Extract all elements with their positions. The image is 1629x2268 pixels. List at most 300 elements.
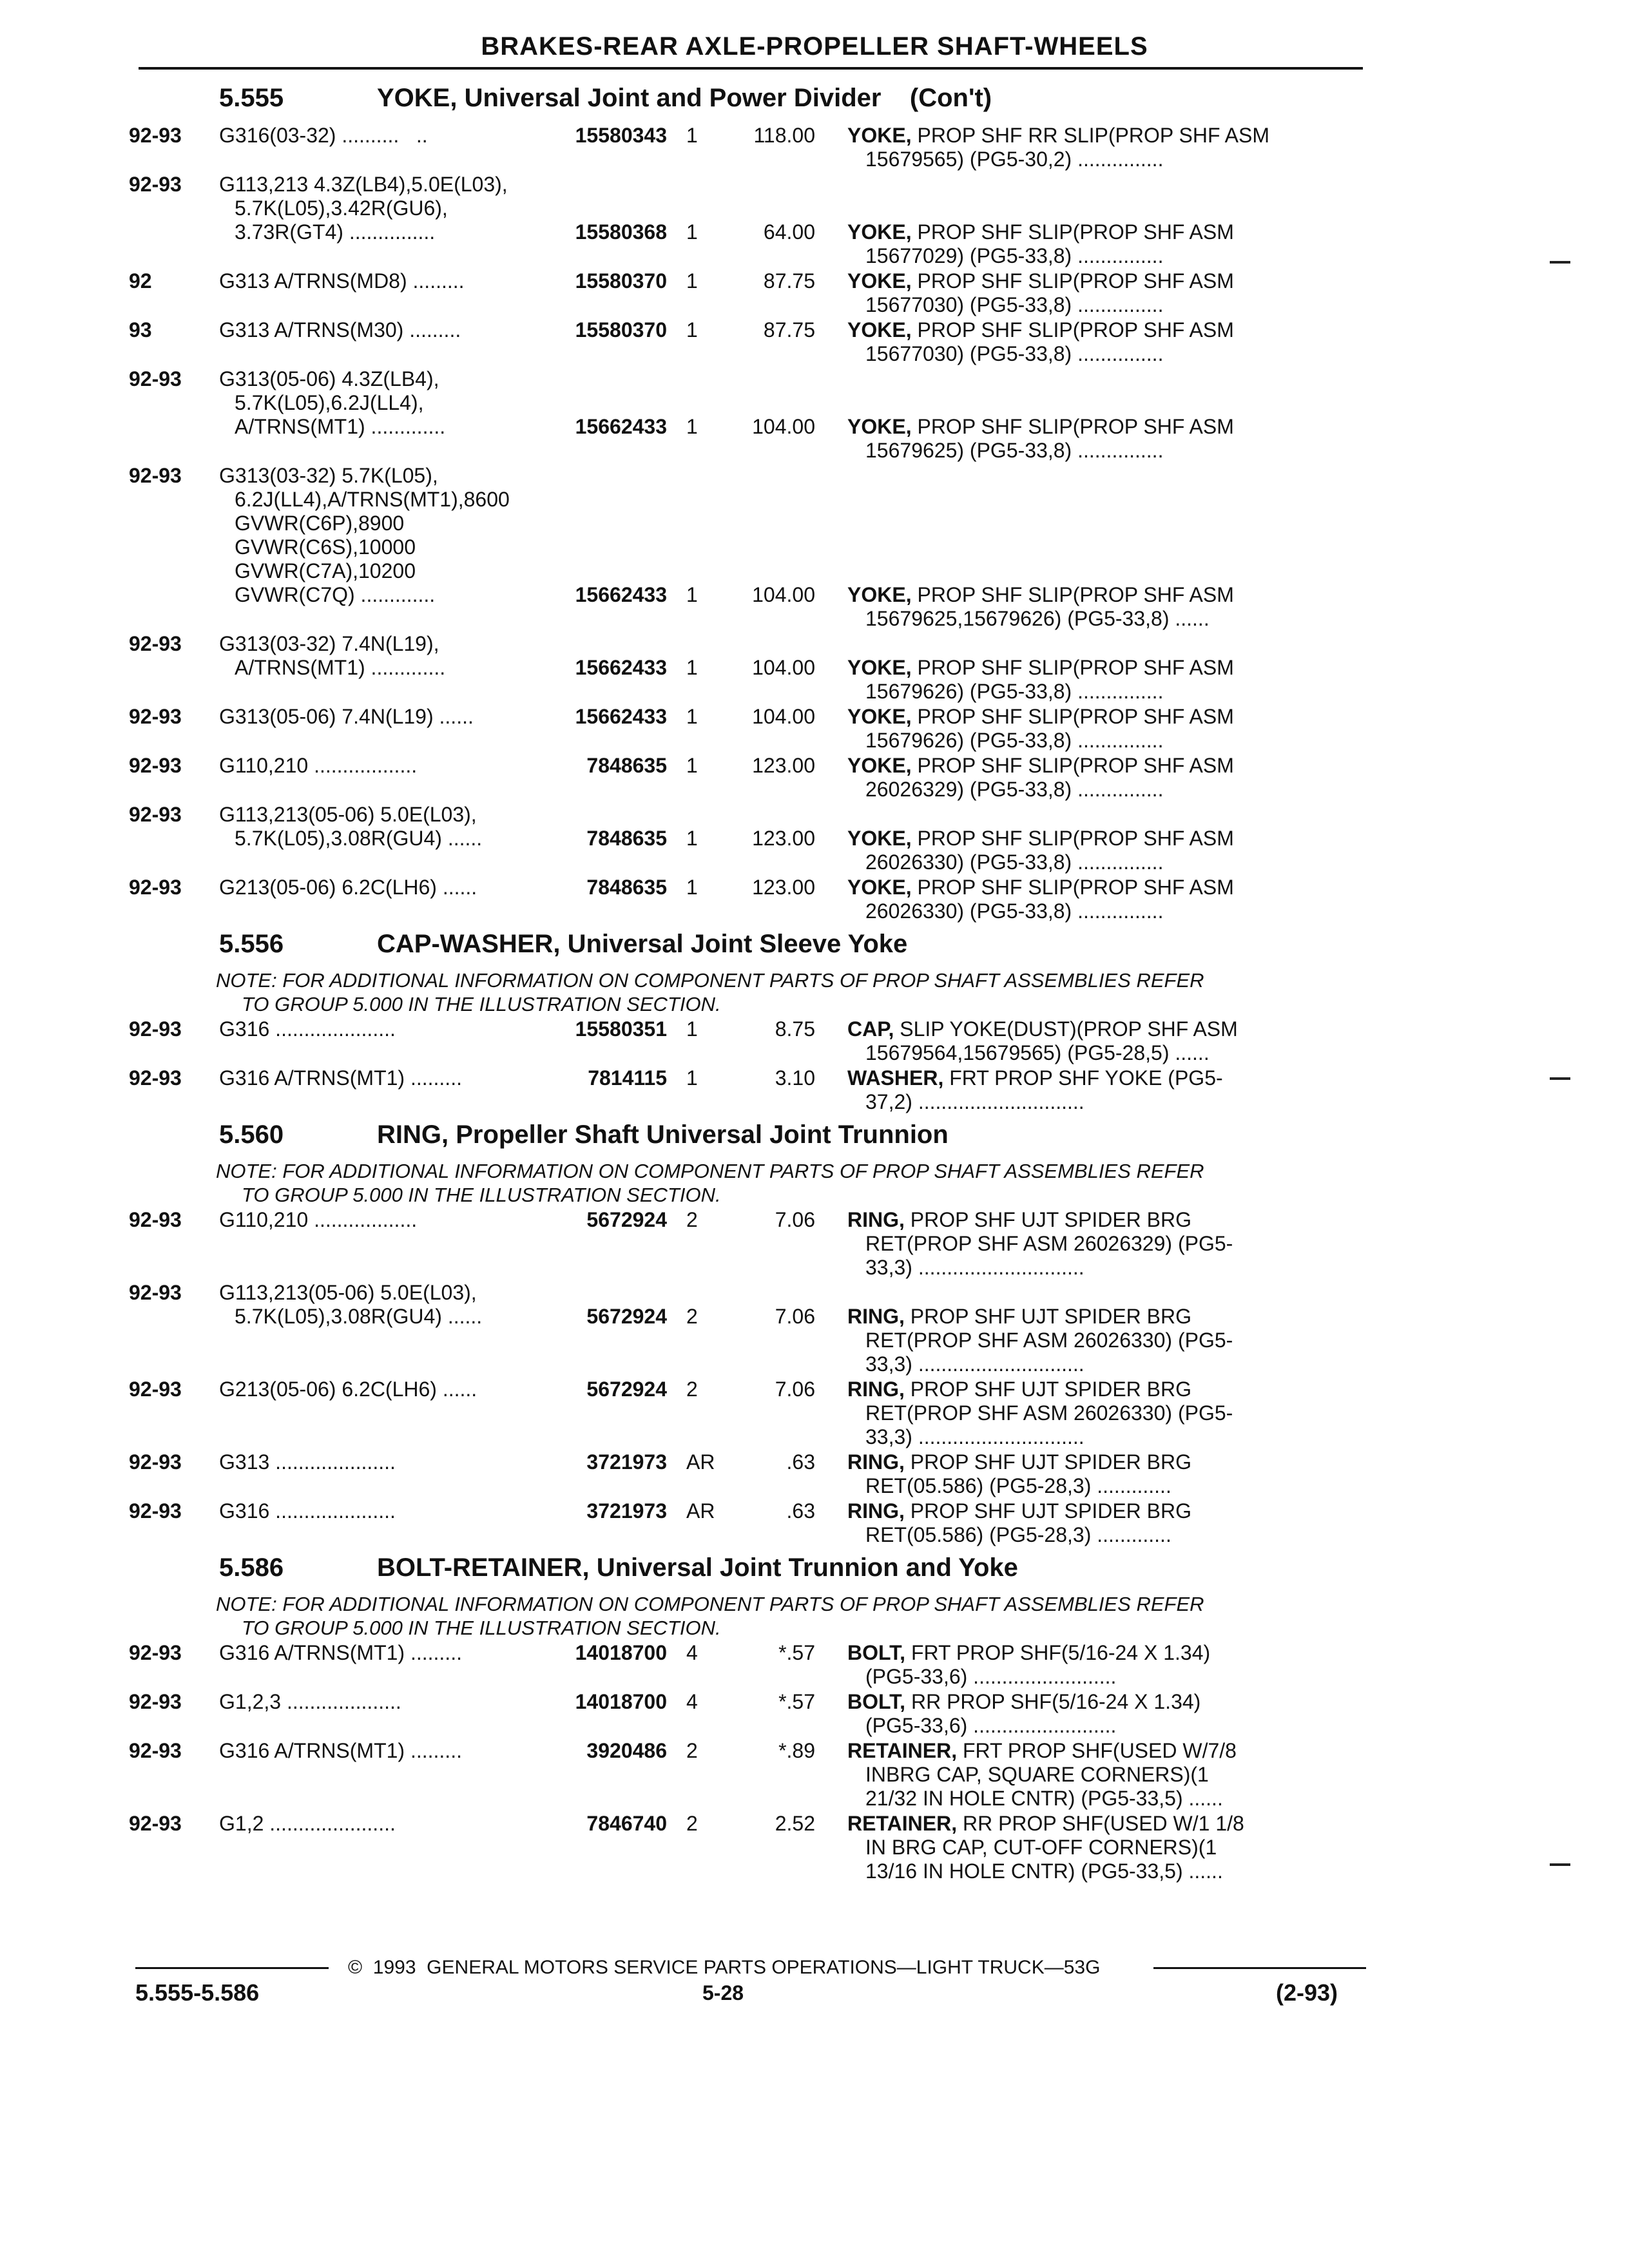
- part-row: [129, 1378, 1366, 1449]
- description-text: PROP SHF SLIP(PROP SHF ASM: [911, 220, 1234, 244]
- description-line: 26026330) (PG5-33,8) ...............: [865, 899, 1164, 923]
- price: 8.75: [775, 1017, 815, 1041]
- price: 2.52: [775, 1812, 815, 1835]
- note-line: TO GROUP 5.000 IN THE ILLUSTRATION SECTION.: [242, 1184, 721, 1206]
- part-description: [822, 1208, 1360, 1280]
- description-line: [847, 1641, 1360, 1665]
- part-number: 15580351: [575, 1017, 667, 1041]
- part-description: [822, 1450, 1360, 1498]
- description-text: PROP SHF SLIP(PROP SHF ASM: [911, 705, 1234, 728]
- model-years: 92-93: [129, 124, 182, 147]
- usage-code: [219, 173, 574, 268]
- usage-code-line: G213(05-06) 6.2C(LH6) ......: [219, 876, 477, 899]
- part-name: YOKE,: [847, 754, 912, 777]
- usage-code: [219, 1208, 574, 1280]
- parts-catalog: [129, 84, 1366, 1883]
- section-heading: [129, 930, 1366, 968]
- usage-code: [219, 705, 574, 753]
- usage-code-line: 5.7K(L05),3.08R(GU4) ......: [235, 1305, 483, 1328]
- description-line: 33,3) .............................: [865, 1425, 1084, 1448]
- usage-code-line: G316 A/TRNS(MT1) .........: [219, 1066, 462, 1090]
- part-description: [822, 583, 1360, 631]
- part-row: [129, 1208, 1366, 1280]
- description-line: [847, 827, 1360, 850]
- usage-code-line: G313(03-32) 5.7K(L05),: [219, 464, 438, 487]
- usage-code-line: 5.7K(L05),6.2J(LL4),: [235, 391, 424, 414]
- part-row: [129, 318, 1366, 366]
- part-description: [822, 1641, 1360, 1689]
- catalog-section: [129, 1120, 1366, 1547]
- quantity: 1: [686, 656, 698, 679]
- usage-code: [219, 1066, 574, 1114]
- part-row: [129, 1017, 1366, 1065]
- description-text: PROP SHF SLIP(PROP SHF ASM: [911, 827, 1234, 850]
- header-rule: [139, 67, 1363, 70]
- quantity: 1: [686, 876, 698, 899]
- note-line: NOTE: FOR ADDITIONAL INFORMATION ON COMPONENT PARTS OF PROP SHAFT ASSEMBLIES REFER: [216, 1160, 1204, 1182]
- usage-code-line: G113,213(05-06) 5.0E(L03),: [219, 1281, 477, 1304]
- section-number: 5.586: [219, 1553, 284, 1582]
- part-number: 3920486: [586, 1739, 667, 1762]
- quantity: 2: [686, 1305, 698, 1328]
- usage-code-line: G316 .....................: [219, 1499, 396, 1523]
- model-years: 92-93: [129, 705, 182, 728]
- date-code: (2-93): [1276, 1979, 1338, 2006]
- model-years: 92-93: [129, 1499, 182, 1523]
- usage-code-line: G316 A/TRNS(MT1) .........: [219, 1641, 462, 1664]
- part-name: RING,: [847, 1450, 905, 1474]
- model-years: 92-93: [129, 1017, 182, 1041]
- description-line: 15677030) (PG5-33,8) ...............: [865, 342, 1164, 365]
- part-description: [822, 656, 1360, 704]
- description-line: [847, 415, 1360, 439]
- description-text: SLIP YOKE(DUST)(PROP SHF ASM: [894, 1017, 1238, 1041]
- description-text: FRT PROP SHF YOKE (PG5-: [943, 1066, 1223, 1090]
- model-years: 92-93: [129, 173, 182, 196]
- usage-code: [219, 632, 574, 704]
- price: 87.75: [763, 269, 815, 293]
- section-title: CAP-WASHER, Universal Joint Sleeve Yoke: [377, 930, 908, 958]
- price: 123.00: [752, 754, 815, 777]
- description-line: [847, 124, 1360, 148]
- description-line: 33,3) .............................: [865, 1352, 1084, 1376]
- price: .63: [786, 1499, 815, 1523]
- model-years: 92-93: [129, 632, 182, 655]
- description-text: PROP SHF UJT SPIDER BRG: [904, 1450, 1192, 1474]
- model-years: 92-93: [129, 1641, 182, 1664]
- part-name: CAP,: [847, 1017, 894, 1041]
- price: 123.00: [752, 827, 815, 850]
- usage-code-line: G113,213 4.3Z(LB4),5.0E(L03),: [219, 173, 508, 196]
- part-row: [129, 754, 1366, 802]
- part-description: [822, 754, 1360, 802]
- part-row: [129, 269, 1366, 317]
- part-name: WASHER,: [847, 1066, 944, 1090]
- price: *.89: [778, 1739, 815, 1762]
- usage-code-line: G110,210 ..................: [219, 754, 418, 777]
- part-row: [129, 1739, 1366, 1811]
- usage-code: [219, 124, 574, 171]
- usage-code-line: G313(03-32) 7.4N(L19),: [219, 632, 439, 655]
- usage-code: [219, 318, 574, 366]
- part-name: YOKE,: [847, 656, 912, 679]
- price: 7.06: [775, 1208, 815, 1231]
- usage-code-line: G316 .....................: [219, 1017, 396, 1041]
- description-line: [847, 754, 1360, 778]
- part-description: [822, 269, 1360, 317]
- usage-code: [219, 269, 574, 317]
- price: 64.00: [763, 220, 815, 244]
- part-name: YOKE,: [847, 827, 912, 850]
- part-number: 15580370: [575, 318, 667, 341]
- usage-code-line: G313(05-06) 7.4N(L19) ......: [219, 705, 474, 728]
- section-heading: [129, 1553, 1366, 1592]
- catalog-section: [129, 1553, 1366, 1883]
- description-line: 15679626) (PG5-33,8) ...............: [865, 680, 1164, 703]
- price: 118.00: [753, 124, 815, 147]
- price: 87.75: [763, 318, 815, 341]
- description-line: (PG5-33,6) .........................: [865, 1714, 1117, 1737]
- description-text: FRT PROP SHF(USED W/7/8: [957, 1739, 1237, 1762]
- description-line: 21/32 IN HOLE CNTR) (PG5-33,5) ......: [865, 1787, 1223, 1810]
- description-text: PROP SHF SLIP(PROP SHF ASM: [911, 415, 1234, 438]
- usage-code-line: G313 .....................: [219, 1450, 396, 1474]
- usage-code-line: G316(03-32) .......... ..: [219, 124, 434, 147]
- catalog-section: [129, 84, 1366, 923]
- part-name: RETAINER,: [847, 1812, 958, 1835]
- price: 104.00: [752, 656, 815, 679]
- description-text: RR PROP SHF(5/16-24 X 1.34): [905, 1690, 1201, 1713]
- section-note: [216, 1159, 1366, 1207]
- description-line: [847, 1739, 1360, 1763]
- description-text: PROP SHF SLIP(PROP SHF ASM: [911, 656, 1234, 679]
- usage-code: [219, 1641, 574, 1689]
- description-text: RR PROP SHF(USED W/1 1/8: [957, 1812, 1244, 1835]
- part-number: 15662433: [575, 705, 667, 728]
- description-line: 33,3) .............................: [865, 1256, 1084, 1279]
- description-line: 15679626) (PG5-33,8) ...............: [865, 729, 1164, 752]
- part-description: [822, 1305, 1360, 1376]
- part-name: YOKE,: [847, 318, 912, 341]
- part-name: RING,: [847, 1378, 905, 1401]
- description-text: FRT PROP SHF(5/16-24 X 1.34): [905, 1641, 1211, 1664]
- part-name: BOLT,: [847, 1641, 906, 1664]
- description-line: [847, 705, 1360, 729]
- usage-code-line: 3.73R(GT4) ...............: [235, 220, 436, 244]
- model-years: 92-93: [129, 367, 182, 390]
- quantity: 1: [686, 220, 698, 244]
- part-row: [129, 705, 1366, 753]
- part-number: 15662433: [575, 415, 667, 438]
- part-number: 5672924: [586, 1208, 667, 1231]
- usage-code: [219, 1281, 574, 1376]
- part-row: [129, 464, 1366, 631]
- part-number: 7814115: [588, 1066, 667, 1090]
- usage-code: [219, 367, 574, 463]
- part-description: [822, 220, 1360, 268]
- quantity: 1: [686, 754, 698, 777]
- quantity: 1: [686, 318, 698, 341]
- usage-code: [219, 1499, 574, 1547]
- price: *.57: [778, 1641, 815, 1664]
- footer-rule-right: [1153, 1967, 1366, 1969]
- description-line: [847, 1812, 1360, 1836]
- part-description: [822, 1017, 1360, 1065]
- usage-code: [219, 876, 574, 923]
- description-line: 15679564,15679565) (PG5-28,5) ......: [865, 1041, 1210, 1064]
- part-number: 5672924: [586, 1378, 667, 1401]
- part-row: [129, 632, 1366, 704]
- part-name: RING,: [847, 1305, 905, 1328]
- part-row: [129, 173, 1366, 268]
- part-description: [822, 415, 1360, 463]
- part-description: [822, 1378, 1360, 1449]
- price: 7.06: [775, 1305, 815, 1328]
- quantity: 1: [686, 269, 698, 293]
- description-line: [847, 318, 1360, 342]
- usage-code: [219, 1378, 574, 1449]
- section-title: YOKE, Universal Joint and Power Divider (Con't): [377, 84, 992, 112]
- note-line: NOTE: FOR ADDITIONAL INFORMATION ON COMPONENT PARTS OF PROP SHAFT ASSEMBLIES REFER: [216, 1593, 1204, 1615]
- quantity: 1: [686, 705, 698, 728]
- part-description: [822, 1066, 1360, 1114]
- usage-code-line: G313(05-06) 4.3Z(LB4),: [219, 367, 439, 390]
- part-name: RING,: [847, 1208, 905, 1231]
- part-name: YOKE,: [847, 705, 912, 728]
- part-row: [129, 1499, 1366, 1547]
- model-years: 92-93: [129, 1739, 182, 1762]
- part-number: 15580343: [575, 124, 667, 147]
- usage-code-line: 6.2J(LL4),A/TRNS(MT1),8600: [235, 488, 510, 511]
- part-number: 7848635: [586, 754, 667, 777]
- part-number: 15580368: [575, 220, 667, 244]
- usage-code-line: G1,2 ......................: [219, 1812, 396, 1835]
- page-number: 5-28: [702, 1981, 744, 2004]
- section-number: 5.560: [219, 1120, 284, 1149]
- description-text: PROP SHF UJT SPIDER BRG: [904, 1499, 1192, 1523]
- part-description: [822, 318, 1360, 366]
- price: 104.00: [752, 583, 815, 606]
- part-row: [129, 1450, 1366, 1498]
- quantity: 1: [686, 415, 698, 438]
- usage-code: [219, 754, 574, 802]
- usage-code: [219, 1450, 574, 1498]
- model-years: 92-93: [129, 464, 182, 487]
- part-name: YOKE,: [847, 583, 912, 606]
- part-row: [129, 1281, 1366, 1376]
- quantity: 1: [686, 124, 698, 147]
- description-text: PROP SHF SLIP(PROP SHF ASM: [911, 583, 1234, 606]
- part-description: [822, 124, 1360, 171]
- description-line: (PG5-33,6) .........................: [865, 1665, 1117, 1688]
- part-name: YOKE,: [847, 269, 912, 293]
- part-row: [129, 876, 1366, 923]
- part-description: [822, 705, 1360, 753]
- price: *.57: [778, 1690, 815, 1713]
- quantity: AR: [686, 1499, 715, 1523]
- section-number: 5.556: [219, 930, 284, 958]
- description-line: 13/16 IN HOLE CNTR) (PG5-33,5) ......: [865, 1860, 1223, 1883]
- part-name: BOLT,: [847, 1690, 906, 1713]
- part-name: YOKE,: [847, 124, 912, 147]
- usage-code-line: 5.7K(L05),3.08R(GU4) ......: [235, 827, 483, 850]
- model-years: 92-93: [129, 1066, 182, 1090]
- description-line: RET(PROP SHF ASM 26026329) (PG5-: [865, 1232, 1233, 1255]
- part-row: [129, 1066, 1366, 1114]
- price: 7.06: [775, 1378, 815, 1401]
- model-years: 92-93: [129, 1690, 182, 1713]
- usage-code: [219, 1017, 574, 1065]
- usage-code: [219, 1690, 574, 1738]
- part-name: RING,: [847, 1499, 905, 1523]
- note-line: NOTE: FOR ADDITIONAL INFORMATION ON COMPONENT PARTS OF PROP SHAFT ASSEMBLIES REFER: [216, 969, 1204, 992]
- part-number: 7846740: [586, 1812, 667, 1835]
- description-line: 26026329) (PG5-33,8) ...............: [865, 778, 1164, 801]
- price: 104.00: [752, 705, 815, 728]
- margin-mark: [1550, 1863, 1570, 1866]
- model-years: 92-93: [129, 1281, 182, 1304]
- part-number: 15662433: [575, 583, 667, 606]
- part-description: [822, 827, 1360, 874]
- model-years: 93: [129, 318, 152, 341]
- section-title: RING, Propeller Shaft Universal Joint Trunnion: [377, 1120, 949, 1149]
- part-row: [129, 124, 1366, 171]
- description-line: 26026330) (PG5-33,8) ...............: [865, 850, 1164, 874]
- part-description: [822, 876, 1360, 923]
- description-line: [847, 1017, 1360, 1041]
- note-line: TO GROUP 5.000 IN THE ILLUSTRATION SECTION.: [242, 993, 721, 1015]
- part-number: 7848635: [586, 876, 667, 899]
- usage-code-line: 5.7K(L05),3.42R(GU6),: [235, 197, 448, 220]
- margin-mark: [1550, 1077, 1570, 1080]
- quantity: 2: [686, 1739, 698, 1762]
- part-row: [129, 803, 1366, 874]
- quantity: 1: [686, 827, 698, 850]
- usage-code-line: G113,213(05-06) 5.0E(L03),: [219, 803, 477, 826]
- description-text: PROP SHF UJT SPIDER BRG: [904, 1378, 1192, 1401]
- part-number: 3721973: [586, 1450, 667, 1474]
- usage-code-line: G110,210 ..................: [219, 1208, 418, 1231]
- description-line: RET(PROP SHF ASM 26026330) (PG5-: [865, 1329, 1233, 1352]
- quantity: AR: [686, 1450, 715, 1474]
- description-line: [847, 1499, 1360, 1523]
- model-years: 92-93: [129, 803, 182, 826]
- section-note: [216, 968, 1366, 1016]
- part-name: YOKE,: [847, 415, 912, 438]
- usage-code-line: G213(05-06) 6.2C(LH6) ......: [219, 1378, 477, 1401]
- part-description: [822, 1739, 1360, 1811]
- part-number: 7848635: [586, 827, 667, 850]
- description-line: 37,2) .............................: [865, 1090, 1084, 1113]
- usage-code-line: GVWR(C7A),10200: [235, 559, 416, 582]
- part-number: 14018700: [575, 1641, 667, 1664]
- part-number: 3721973: [586, 1499, 667, 1523]
- description-line: 15679625) (PG5-33,8) ...............: [865, 439, 1164, 462]
- usage-code-line: G313 A/TRNS(M30) .........: [219, 318, 461, 341]
- part-name: YOKE,: [847, 876, 912, 899]
- description-line: [847, 1690, 1360, 1714]
- description-line: 15679625,15679626) (PG5-33,8) ......: [865, 607, 1210, 630]
- section-heading: [129, 84, 1366, 122]
- part-row: [129, 1812, 1366, 1883]
- usage-code: [219, 464, 574, 631]
- part-description: [822, 1812, 1360, 1883]
- price: 123.00: [752, 876, 815, 899]
- usage-code-line: G316 A/TRNS(MT1) .........: [219, 1739, 462, 1762]
- quantity: 1: [686, 1066, 698, 1090]
- usage-code-line: G1,2,3 ....................: [219, 1690, 401, 1713]
- price: 104.00: [752, 415, 815, 438]
- description-line: [847, 220, 1360, 244]
- description-line: RET(05.586) (PG5-28,3) .............: [865, 1474, 1171, 1497]
- usage-code-line: GVWR(C6S),10000: [235, 535, 416, 559]
- note-line: TO GROUP 5.000 IN THE ILLUSTRATION SECTION.: [242, 1617, 721, 1639]
- description-line: 15679565) (PG5-30,2) ...............: [865, 148, 1164, 171]
- part-description: [822, 1690, 1360, 1738]
- description-line: 15677030) (PG5-33,8) ...............: [865, 293, 1164, 316]
- description-text: PROP SHF SLIP(PROP SHF ASM: [911, 876, 1234, 899]
- footer-rule-left: [135, 1967, 329, 1969]
- description-line: [847, 1378, 1360, 1401]
- model-years: 92-93: [129, 1208, 182, 1231]
- usage-code-line: GVWR(C6P),8900: [235, 512, 405, 535]
- section-title: BOLT-RETAINER, Universal Joint Trunnion and Yoke: [377, 1553, 1018, 1582]
- part-description: [822, 1499, 1360, 1547]
- section-note: [216, 1592, 1366, 1640]
- description-line: IN BRG CAP, CUT-OFF CORNERS)(1: [865, 1836, 1217, 1859]
- quantity: 1: [686, 583, 698, 606]
- price: 3.10: [775, 1066, 815, 1090]
- description-line: [847, 1208, 1360, 1232]
- description-text: PROP SHF RR SLIP(PROP SHF ASM: [911, 124, 1269, 147]
- description-line: [847, 656, 1360, 680]
- model-years: 92: [129, 269, 152, 293]
- description-line: [847, 1305, 1360, 1329]
- part-number: 15580370: [575, 269, 667, 293]
- description-line: [847, 1450, 1360, 1474]
- price: .63: [786, 1450, 815, 1474]
- description-line: [847, 876, 1360, 899]
- description-text: PROP SHF UJT SPIDER BRG: [904, 1305, 1192, 1328]
- description-line: 15677029) (PG5-33,8) ...............: [865, 244, 1164, 267]
- part-row: [129, 1690, 1366, 1738]
- description-line: [847, 1066, 1360, 1090]
- model-years: 92-93: [129, 1450, 182, 1474]
- quantity: 4: [686, 1690, 698, 1713]
- description-text: PROP SHF UJT SPIDER BRG: [904, 1208, 1192, 1231]
- model-years: 92-93: [129, 876, 182, 899]
- description-text: PROP SHF SLIP(PROP SHF ASM: [911, 269, 1234, 293]
- usage-code-line: GVWR(C7Q) .............: [235, 583, 436, 606]
- part-number: 15662433: [575, 656, 667, 679]
- quantity: 2: [686, 1378, 698, 1401]
- model-years: 92-93: [129, 1378, 182, 1401]
- description-line: [847, 269, 1360, 293]
- description-text: PROP SHF SLIP(PROP SHF ASM: [911, 318, 1234, 341]
- part-row: [129, 1641, 1366, 1689]
- usage-code: [219, 803, 574, 874]
- section-number: 5.555: [219, 84, 284, 112]
- catalog-section: [129, 930, 1366, 1114]
- part-row: [129, 367, 1366, 463]
- description-line: RET(05.586) (PG5-28,3) .............: [865, 1523, 1171, 1546]
- section-range: 5.555-5.586: [135, 1979, 260, 2006]
- part-number: 14018700: [575, 1690, 667, 1713]
- quantity: 1: [686, 1017, 698, 1041]
- model-years: 92-93: [129, 754, 182, 777]
- usage-code-line: G313 A/TRNS(MD8) .........: [219, 269, 465, 293]
- model-years: 92-93: [129, 1812, 182, 1835]
